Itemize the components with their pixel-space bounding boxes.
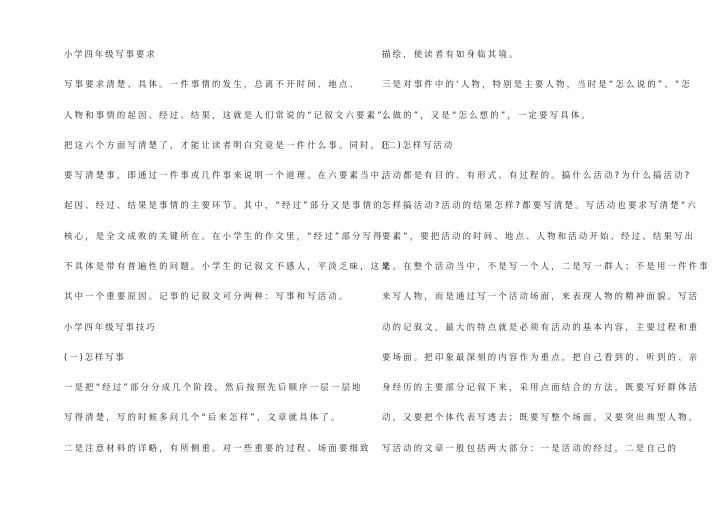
right-text-line: 动的记叙文，最大的特点就是必须有活动的基本内容，主要过程和重: [382, 321, 700, 332]
right-sub: (二)怎样写活动: [382, 139, 454, 150]
right-text-line: 活动都是有目的、有形式、有过程的。搞什么活动?为什么搞活动?: [382, 170, 692, 181]
right-text-line: 描绘，使读者有如身临其境。: [382, 49, 520, 59]
left-text-line: 把这六个方面写清楚了，才能让读者明白究竟是一件什么事。同时，还: [64, 139, 392, 150]
left-heading: 小学四年级写事技巧: [64, 321, 157, 332]
right-text-line: 身经历的主要部分记叙下来，采用点面结合的方法，既要写好群体活: [382, 382, 700, 393]
left-text-line: 写事要求清楚、具体。一件事情的发生，总离不开时间、地点、: [64, 79, 361, 90]
left-text-line: 要写清楚事，即通过一件事或几件事来说明一个道理。在六要素当中，: [64, 170, 392, 181]
right-text-line: 三是对事件中的‘人物，特别是主要人物，当时是“怎么说的”、“怎: [382, 79, 693, 90]
left-heading: 小学四年级写事要求: [64, 49, 157, 59]
left-text-line: 一是把“经过”部分分成几个阶段，然后按照先后顺序一层一层地: [64, 382, 363, 393]
right-text-line: 要素”，要把活动的时间、地点、人物和活动开始、经过、结果写出: [382, 230, 696, 241]
right-text-column: [382, 49, 710, 474]
right-text-line: 动，又要把个体代表写透去；既要写整个场面，又要突出典型人物。: [382, 412, 700, 423]
left-text-line: 起因、经过、结果是事情的主要环节。其中，“经过”部分又是事情的: [64, 200, 384, 211]
left-text-line: 写得清楚，写的时候多问几个“后来怎样”，文章就具体了。: [64, 412, 342, 423]
right-text-line: 么做的”，又是“怎么想的”，一定要写具体。: [382, 109, 592, 120]
right-text-line: 来。在整个活动当中，不是写一个人，二是写一群人；不是用一件件事: [382, 260, 710, 271]
right-text-line: 要场面。把印象最深刻的内容作为重点，把自己看到的、听到的、亲: [382, 351, 700, 362]
left-text-column: [64, 49, 395, 474]
left-text-line: 二是注意材料的详略，有所侧重。对一些重要的过程、场面要细致: [64, 442, 371, 453]
right-text-line: 写活动的文章一般包括两大部分：一是活动的经过，二是自己的: [382, 442, 679, 453]
left-sub: (一)怎样写事: [64, 351, 126, 362]
left-text-line: 核心，是全文成败的关键所在。在小学生的作文里，“经过”部分写得: [64, 230, 384, 241]
left-text-line: 人物和事情的起因、经过、结果，这就是人们常说的“记叙文六要素”。: [64, 109, 395, 120]
left-text-line: 不具体是带有普遍性的问题。小学生的记叙文不感人，平淡乏味，这是: [64, 260, 392, 271]
right-text-line: 怎样搞活动?活动的结果怎样?都要写清楚。写活动也要求写清楚“六: [382, 200, 698, 211]
left-text-line: 其中一个重要原因。记事的记叙文可分两种：写事和写活动。: [64, 291, 350, 302]
right-text-line: 来写人物，而是通过写一个活动场面，来表现人物的精神面貌。写活: [382, 291, 700, 302]
